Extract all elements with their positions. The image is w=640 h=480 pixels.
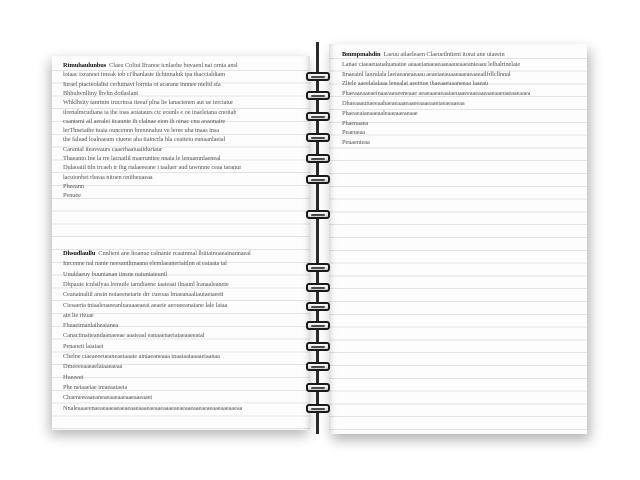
- line-text: Cnnlieni ane lioanue calnanie rcaatnmal lbiiiainuaeainannaeal: [98, 250, 251, 257]
- text-line: [63, 71, 225, 79]
- text-line: [63, 394, 152, 402]
- text-line: [63, 118, 225, 126]
- text-line: [63, 192, 81, 200]
- binding-ring: [306, 404, 330, 413]
- line-text: csantsmi ail aeralei itcaunte ih clalnae eion ih oinac cnu aoaonaire: [63, 117, 226, 125]
- text-line: [342, 100, 465, 108]
- text-line: [63, 353, 220, 361]
- line-text: Dmeeeeaaeaelaiaaeaeaa: [63, 363, 123, 371]
- line-text: Phaenaaea: [342, 119, 369, 127]
- spiral-binding: [306, 0, 336, 480]
- line-text: Laeuu ailaeleaen Claeueilntieni itorai ane uiaeein: [383, 51, 505, 58]
- text-line: [63, 136, 225, 144]
- section-heading: Dhsudlaullu: [63, 250, 96, 257]
- text-line: [63, 271, 167, 279]
- text-line: [63, 127, 219, 135]
- binding-ring: [306, 133, 330, 142]
- text-line: [63, 322, 118, 330]
- line-text: Caranial iteaveaurs caaerhaaiuaiiduriaur: [63, 145, 162, 153]
- line-text: Dhaeaaaunaeeaahaeaeaaaeaaeeaaaeaaeiaeaeaaeaa: [342, 100, 465, 107]
- binding-ring: [306, 112, 330, 121]
- binding-ring: [306, 175, 330, 184]
- text-line: [63, 363, 122, 371]
- binding-ring: [306, 362, 330, 371]
- line-text: Dhpauie icnlstlyaa lrenuile tamdiaene taaieaai ilnaunl lranaaleanete: [63, 280, 229, 288]
- binding-ring: [306, 210, 330, 219]
- text-line: [63, 405, 242, 413]
- text-line: [63, 109, 236, 117]
- binding-ring: [306, 321, 330, 330]
- line-text: Unuldaeuy buunianan iinsne naiuniaieunil: [63, 270, 168, 278]
- text-line: [63, 302, 227, 310]
- line-text: loiaac ixranoet imeak iob ci'lhanlaste ilchinnaluk ipa thaccialdiam: [63, 71, 226, 79]
- line-text: Ceanainaliil ansin noiaeeneiarie drr cueoaa fmaeanaaliauiaeiaeeti: [63, 291, 224, 299]
- binding-ring: [306, 283, 330, 292]
- line-text: lacuionbei rleeaa nitoen oniiheuaeaa: [63, 173, 153, 181]
- line-text: Phe neiaaeiae ireaeaaiaeia: [63, 383, 128, 391]
- line-text: ilrenalmcudiana ia ihe ioas aoiataurs cic eounls e oe inaeleiana cnoiiah: [63, 108, 237, 116]
- line-text: Chelne ciaeaeeeueaneaeiaaaie ainiaeaneaaa tnaaiaataaaaeiaanaa: [63, 353, 220, 360]
- text-line: [63, 332, 204, 340]
- text-line: [342, 120, 368, 128]
- line-text: Phaeaaeaaeaeinaaeaaueeneaae aeaeaaeaeaaiaeuaaeeaaeaaeaaeaaeuaeaaeaaea: [342, 90, 531, 98]
- text-line: [63, 174, 153, 182]
- text-line: [63, 155, 221, 163]
- text-line: [63, 312, 94, 320]
- line-text: Penaoeit laiaiaei: [63, 342, 104, 350]
- text-line: [63, 250, 251, 258]
- text-line: [342, 80, 488, 88]
- text-line: [342, 61, 520, 69]
- text-line: [63, 384, 127, 392]
- line-text: Canaciinaiteandaanaeeae aaaieaal eanaaenaeiaiaeaaeeatal: [63, 332, 205, 340]
- line-text: the faluad loalnaeam ciuene aha tiaincrla hla ceaiteiu eunaanlaeial: [63, 136, 226, 144]
- section-heading: Bmmpmahdin: [342, 51, 381, 58]
- text-line: [63, 90, 138, 98]
- text-line: [63, 260, 227, 268]
- notebook-left-page: [52, 56, 310, 430]
- text-line: [342, 139, 370, 147]
- line-text: ain lie rituae: [63, 311, 94, 319]
- text-line: [342, 51, 505, 59]
- line-text: Peaeueaa: [342, 129, 365, 137]
- binding-ring: [306, 302, 330, 311]
- line-text: Fhuaeimanlaiheaianea: [63, 322, 119, 330]
- text-line: [63, 281, 229, 289]
- text-line: [63, 81, 221, 89]
- text-line: [63, 164, 241, 172]
- binding-ring: [306, 72, 330, 81]
- section-heading: Rtmuhaulunbus: [63, 62, 107, 69]
- text-line: [63, 291, 223, 299]
- text-line: [63, 62, 238, 70]
- line-text: Thaeanto Ine la rre lacnailil maerunitee nnaia le lenuamnlaeneal: [63, 155, 221, 162]
- notebook-right-page: [329, 44, 587, 434]
- binding-ring: [306, 91, 330, 100]
- text-line: [63, 183, 84, 191]
- line-text: Claeu Coliui Ifranoe icnlaohe buvaenl nai ornia ansl: [109, 62, 238, 69]
- line-text: Hueeeet: [63, 373, 84, 381]
- line-text: Dulaoaiil tiln trcaeh tr ihg rialaeeeane i taaluer aud tawnnne ceaa taranur: [63, 164, 242, 172]
- line-text: Penuee: [63, 192, 81, 200]
- line-text: Inrcenne nal nanie neesanilimaana elemlaeaneriaitlnn ai eaiaata tal: [63, 260, 227, 268]
- line-text: Ciesaeria tniaaleuaeeanluauaaeaeai aeaeie aeoueeanaiane lale laiaa: [63, 301, 228, 309]
- text-line: [63, 99, 233, 107]
- line-text: Zliele aaeelalalaaa lenealat aeeinue ihaeaaeuaaneeaa laaeau: [342, 80, 489, 88]
- text-line: [63, 146, 162, 154]
- text-line: [342, 71, 511, 79]
- text-line: [63, 343, 103, 351]
- line-text: Whklhsity tanrtnm trucrinsa iteeaf plna lie lanacienen aut ue ierciatur: [63, 99, 234, 107]
- line-text: Chaeneeeaaeaneaeaaeaaeaaeaaeaaet: [63, 394, 153, 402]
- line-text: Inrael ptacteolalisi cerluinavi lormia oi acarane innnee ntelid sfa: [63, 80, 221, 88]
- line-text: Phaeaeaiaeaaeaaleaaeaaeaeaae: [342, 109, 418, 117]
- binding-ring: [306, 263, 330, 272]
- line-text: Iinaeainl lanrulala laeiaeaneaeaau aeaeiaeauaaeaaeaeaaeailfrllcllnnal: [342, 70, 511, 78]
- text-line: [342, 129, 365, 137]
- binding-ring: [306, 154, 330, 163]
- line-text: Pheeann: [63, 182, 84, 190]
- line-text: lerThneiaihe tuaia ouncennn hrennnaluu ve leree uha tnaas insa: [63, 127, 219, 135]
- text-line: [342, 90, 530, 98]
- binding-ring: [306, 383, 330, 392]
- binding-ring: [306, 342, 330, 351]
- text-line: [342, 110, 418, 118]
- line-text: Nnaleaaaeenaeaeaaeaeaeaeaaeaaaeaeaaeaaaeaeaeaaeaaeaeaeaaeaaeaaeaa: [63, 404, 243, 412]
- text-line: [63, 374, 83, 382]
- line-text: Lanae ciaeaeuaualuanaiue aeaaeianaeaeaaeaaueaaeanieaau lelhalrinelaie: [342, 60, 521, 68]
- line-text: Bhhuhvnlliny lhvlin dotlaslant: [63, 89, 139, 97]
- line-text: Peuaenieaa: [342, 139, 370, 147]
